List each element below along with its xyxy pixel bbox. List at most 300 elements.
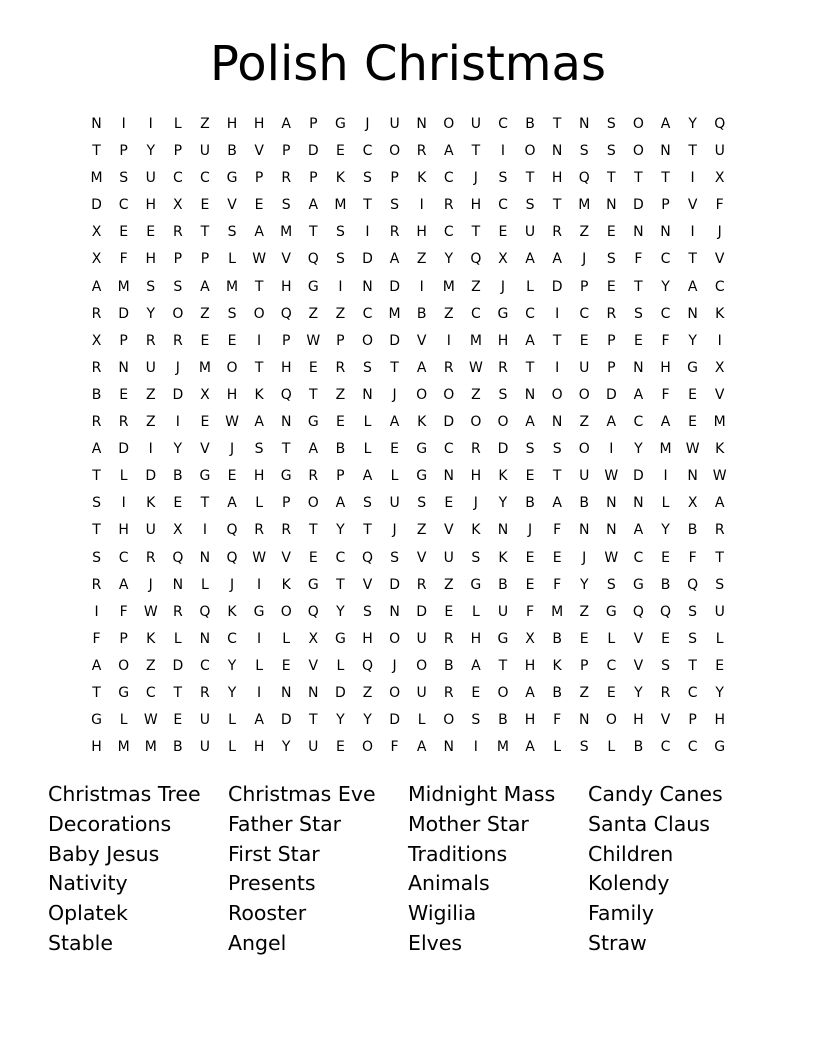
grid-letter: G [497, 305, 509, 322]
grid-letter: V [687, 197, 698, 214]
grid-letter: Z [335, 386, 346, 403]
grid-letter: P [390, 170, 399, 187]
grid-letter: H [91, 739, 102, 756]
grid-letter: H [226, 116, 238, 132]
grid-letter: R [200, 684, 210, 701]
grid-letter: D [551, 278, 563, 295]
grid-letter: D [91, 197, 102, 214]
grid-letter: T [336, 576, 345, 593]
word-list [48, 780, 768, 959]
grid-letter: F [119, 251, 128, 268]
grid-letter: S [390, 549, 400, 566]
grid-letter: E [661, 630, 670, 647]
grid-letter: Z [416, 522, 427, 539]
word-list-item: Traditions [408, 841, 508, 866]
grid-letter: A [416, 739, 427, 756]
grid-letter: Y [336, 712, 345, 729]
grid-letter: F [553, 522, 562, 539]
grid-letter: K [146, 630, 156, 647]
grid-letter: M [144, 739, 157, 756]
grid-letter: T [552, 332, 562, 349]
grid-letter: O [280, 603, 292, 620]
grid-letter: L [173, 630, 182, 647]
grid-letter: I [148, 116, 153, 132]
grid-letter: Y [173, 441, 183, 458]
grid-letter: T [363, 197, 372, 214]
grid-letter: S [92, 549, 101, 566]
grid-letter: G [253, 603, 265, 620]
grid-letter: H [280, 278, 292, 295]
grid-letter: U [443, 549, 454, 566]
grid-letter: S [254, 441, 264, 458]
grid-letter: L [282, 630, 291, 647]
grid-letter: A [254, 712, 264, 729]
grid-letter: N [389, 603, 400, 620]
grid-letter: S [390, 197, 400, 214]
grid-letter: Z [200, 305, 210, 322]
grid-letter: W [252, 549, 267, 566]
grid-letter: U [199, 712, 211, 729]
grid-letter: O [389, 630, 401, 647]
grid-letter: M [442, 278, 455, 295]
grid-letter: Q [226, 549, 238, 566]
grid-letter: Z [443, 305, 454, 322]
grid-letter: I [121, 495, 126, 512]
grid-letter: A [525, 684, 535, 701]
grid-letter: V [416, 549, 427, 566]
grid-letter: C [362, 305, 373, 322]
grid-letter: N [606, 522, 617, 539]
grid-letter: T [309, 712, 318, 729]
grid-letter: T [309, 224, 318, 241]
grid-letter: W [712, 468, 727, 485]
grid-letter: G [226, 170, 238, 187]
grid-letter: H [524, 657, 536, 674]
grid-letter: T [715, 549, 724, 566]
grid-letter: U [579, 468, 590, 485]
grid-letter: Y [444, 251, 454, 268]
grid-letter: K [335, 170, 345, 187]
grid-letter: N [443, 468, 454, 485]
grid-letter: A [91, 657, 102, 674]
grid-letter: I [148, 441, 153, 458]
grid-letter: E [200, 332, 210, 349]
grid-letter: J [365, 116, 370, 132]
grid-letter: I [419, 197, 424, 214]
grid-letter: N [497, 522, 509, 539]
grid-letter: T [552, 116, 562, 132]
grid-letter: P [119, 332, 128, 349]
grid-letter: A [552, 251, 562, 268]
word-list-item: Decorations [48, 811, 172, 836]
grid-letter: D [172, 386, 184, 403]
grid-letter: T [498, 657, 508, 674]
grid-letter: S [525, 441, 535, 458]
grid-letter: I [257, 332, 262, 349]
word-list-item: Straw [588, 930, 647, 955]
grid-letter: Z [362, 684, 373, 701]
grid-letter: V [254, 143, 264, 160]
grid-letter: Y [661, 278, 670, 295]
grid-letter: R [145, 332, 156, 349]
grid-letter: H [145, 251, 156, 268]
grid-letter: N [118, 359, 129, 376]
grid-letter: V [660, 712, 671, 729]
grid-letter: A [389, 414, 400, 431]
grid-letter: E [606, 224, 616, 241]
grid-letter: M [551, 603, 564, 620]
grid-letter: U [524, 224, 536, 241]
grid-letter: A [118, 576, 129, 593]
grid-letter: C [660, 739, 671, 756]
grid-letter: L [119, 468, 128, 485]
grid-letter: U [416, 684, 427, 701]
grid-letter: B [416, 305, 427, 322]
grid-letter: A [660, 414, 671, 431]
grid-letter: E [335, 414, 345, 431]
grid-letter: H [497, 332, 509, 349]
grid-letter: R [389, 224, 400, 241]
grid-letter: Q [361, 657, 373, 674]
grid-letter: F [390, 739, 399, 756]
grid-letter: S [471, 712, 481, 729]
grid-letter: N [578, 522, 590, 539]
grid-letter: W [225, 414, 239, 431]
grid-letter: I [121, 116, 126, 132]
grid-letter: A [362, 468, 373, 485]
grid-letter: O [578, 386, 590, 403]
grid-letter: G [416, 441, 428, 458]
grid-letter: I [202, 522, 207, 539]
grid-letter: U [145, 359, 156, 376]
grid-letter: A [525, 251, 535, 268]
grid-letter: E [579, 332, 589, 349]
grid-letter: T [92, 522, 101, 539]
grid-letter: M [198, 359, 211, 376]
grid-letter: L [417, 712, 426, 729]
grid-letter: K [471, 522, 481, 539]
grid-letter: C [118, 197, 129, 214]
grid-letter: M [334, 197, 347, 214]
grid-letter: D [389, 712, 400, 729]
grid-letter: H [714, 712, 725, 729]
grid-letter: K [281, 576, 291, 593]
grid-letter: Q [280, 305, 292, 322]
grid-letter: G [199, 468, 211, 485]
grid-letter: B [498, 712, 508, 729]
grid-letter: J [717, 224, 722, 241]
grid-letter: Y [498, 495, 508, 512]
grid-letter: S [606, 143, 616, 160]
grid-letter: E [200, 197, 210, 214]
grid-letter: M [90, 170, 103, 187]
grid-letter: T [309, 386, 318, 403]
grid-letter: N [362, 278, 373, 295]
grid-letter: U [145, 170, 156, 187]
grid-letter: Q [226, 522, 238, 539]
grid-letter: B [660, 576, 671, 593]
grid-letter: D [145, 468, 157, 485]
grid-letter: V [362, 576, 373, 593]
grid-letter: E [633, 332, 643, 349]
grid-letter: W [143, 603, 158, 620]
grid-letter: D [280, 712, 292, 729]
grid-letter: U [714, 143, 725, 160]
grid-letter: E [471, 684, 481, 701]
grid-letter: B [91, 386, 102, 403]
grid-letter: R [91, 359, 102, 376]
grid-letter: D [389, 576, 400, 593]
grid-letter: T [173, 684, 183, 701]
grid-letter: S [363, 359, 372, 376]
grid-letter: P [119, 630, 128, 647]
grid-letter: B [525, 116, 535, 132]
grid-letter: E [173, 495, 183, 512]
word-list-item: Nativity [48, 871, 128, 896]
grid-letter: E [715, 657, 725, 674]
grid-letter: R [714, 522, 725, 539]
grid-letter: B [525, 495, 535, 512]
grid-letter: H [660, 359, 671, 376]
grid-letter: N [308, 684, 319, 701]
grid-letter: C [227, 630, 237, 647]
grid-letter: F [119, 603, 128, 620]
grid-letter: A [525, 414, 535, 431]
grid-letter: V [443, 522, 454, 539]
grid-letter: E [688, 386, 698, 403]
grid-letter: O [253, 305, 265, 322]
grid-letter: I [446, 332, 451, 349]
grid-letter: H [470, 468, 482, 485]
grid-letter: Y [227, 684, 237, 701]
grid-letter: M [117, 278, 130, 295]
grid-letter: G [334, 116, 346, 132]
grid-letter: S [417, 495, 427, 512]
grid-letter: O [361, 332, 373, 349]
grid-letter: T [281, 441, 291, 458]
grid-letter: R [172, 332, 183, 349]
grid-letter: P [281, 143, 291, 160]
grid-letter: X [91, 224, 102, 241]
grid-letter: G [605, 603, 617, 620]
grid-letter: A [200, 278, 210, 295]
grid-letter: P [173, 251, 183, 268]
grid-letter: R [145, 549, 156, 566]
grid-letter: A [525, 332, 535, 349]
grid-letter: Y [336, 603, 345, 620]
grid-letter: L [201, 576, 209, 593]
grid-letter: I [94, 603, 99, 620]
grid-letter: W [143, 712, 158, 729]
grid-letter: O [416, 657, 428, 674]
word-list-item: Presents [228, 871, 316, 896]
grid-letter: P [580, 657, 589, 674]
grid-letter: Y [336, 522, 345, 539]
grid-letter: O [389, 143, 401, 160]
grid-letter: A [227, 495, 237, 512]
grid-letter: N [687, 468, 698, 485]
letter-grid [83, 112, 733, 762]
grid-letter: K [227, 603, 237, 620]
grid-letter: H [118, 522, 129, 539]
grid-letter: T [634, 170, 643, 187]
grid-letter: R [118, 414, 129, 431]
grid-letter: L [255, 657, 264, 674]
grid-letter: C [443, 441, 454, 458]
grid-letter: T [688, 657, 697, 674]
grid-letter: U [389, 495, 400, 512]
grid-letter: Z [335, 305, 346, 322]
grid-letter: B [498, 576, 508, 593]
grid-letter: T [525, 170, 535, 187]
grid-letter: A [687, 278, 698, 295]
grid-letter: Z [145, 386, 156, 403]
grid-letter: S [606, 116, 616, 132]
grid-letter: F [92, 630, 101, 647]
grid-letter: Y [146, 143, 156, 160]
grid-letter: B [633, 739, 644, 756]
grid-letter: X [498, 251, 508, 268]
grid-letter: A [416, 359, 427, 376]
grid-letter: N [91, 116, 102, 132]
grid-letter: U [470, 116, 481, 132]
grid-letter: S [363, 495, 372, 512]
word-list-item: Rooster [228, 901, 307, 926]
grid-letter: J [473, 170, 478, 187]
grid-letter: P [309, 170, 318, 187]
grid-letter: G [632, 576, 644, 593]
grid-letter: Q [307, 251, 319, 268]
word-list-item: Mother Star [408, 811, 529, 836]
grid-letter: P [688, 712, 697, 729]
grid-letter: A [254, 224, 264, 241]
grid-letter: A [308, 197, 319, 214]
grid-letter: I [663, 468, 668, 485]
grid-letter: N [199, 549, 211, 566]
grid-letter: T [309, 522, 318, 539]
grid-letter: N [280, 414, 292, 431]
grid-letter: L [363, 414, 372, 431]
grid-letter: P [281, 495, 291, 512]
grid-letter: S [92, 495, 101, 512]
grid-letter: T [390, 359, 399, 376]
grid-letter: X [173, 522, 183, 539]
grid-letter: C [145, 684, 156, 701]
grid-letter: E [579, 630, 589, 647]
grid-letter: Y [634, 441, 643, 458]
grid-letter: D [307, 143, 319, 160]
grid-letter: C [362, 143, 373, 160]
grid-letter: N [199, 630, 211, 647]
word-list-item: Baby Jesus [48, 841, 160, 866]
grid-letter: R [91, 414, 102, 431]
grid-letter: R [281, 170, 292, 187]
grid-letter: L [119, 712, 128, 729]
grid-letter: J [500, 278, 506, 295]
grid-letter: X [714, 359, 725, 376]
grid-letter: D [118, 441, 130, 458]
grid-letter: J [175, 359, 180, 376]
grid-letter: O [172, 305, 184, 322]
grid-letter: A [335, 495, 346, 512]
grid-letter: S [363, 603, 372, 620]
grid-letter: T [254, 278, 264, 295]
grid-letter: A [308, 441, 319, 458]
grid-letter: N [362, 386, 373, 403]
grid-letter: M [469, 332, 482, 349]
grid-letter: R [91, 305, 102, 322]
grid-letter: B [173, 468, 183, 485]
grid-letter: R [443, 684, 454, 701]
grid-letter: F [553, 576, 562, 593]
grid-letter: M [280, 224, 293, 241]
grid-letter: O [497, 414, 509, 431]
grid-letter: B [335, 441, 346, 458]
word-list-item: Oplatek [48, 901, 128, 926]
grid-letter: G [307, 576, 319, 593]
grid-letter: A [552, 495, 562, 512]
grid-letter: L [228, 712, 236, 729]
grid-letter: M [659, 441, 672, 458]
grid-letter: S [579, 143, 589, 160]
grid-letter: Z [200, 116, 210, 132]
grid-letter: P [281, 332, 291, 349]
grid-letter: Q [687, 576, 699, 593]
grid-letter: P [254, 170, 264, 187]
grid-letter: G [714, 739, 726, 756]
grid-letter: E [444, 603, 454, 620]
grid-letter: U [389, 116, 400, 132]
word-list-item: First Star [228, 841, 320, 866]
grid-letter: E [498, 224, 508, 241]
grid-letter: Q [660, 603, 672, 620]
grid-letter: B [687, 522, 698, 539]
grid-letter: C [525, 305, 535, 322]
grid-letter: A [525, 739, 535, 756]
grid-letter: K [254, 386, 264, 403]
grid-letter: O [226, 359, 238, 376]
grid-letter: E [227, 468, 237, 485]
grid-letter: H [253, 116, 265, 132]
grid-letter: N [633, 359, 644, 376]
grid-letter: Q [280, 386, 292, 403]
grid-letter: T [200, 495, 210, 512]
grid-letter: X [91, 251, 102, 268]
grid-letter: X [200, 386, 210, 403]
grid-letter: E [444, 495, 454, 512]
grid-letter: T [607, 170, 616, 187]
grid-letter: M [117, 739, 130, 756]
grid-letter: E [173, 712, 183, 729]
grid-letter: S [688, 630, 698, 647]
grid-letter: D [633, 468, 644, 485]
grid-letter: T [688, 143, 697, 160]
grid-letter: E [119, 224, 129, 241]
grid-letter: I [473, 739, 478, 756]
grid-letter: W [604, 549, 619, 566]
grid-letter: K [498, 468, 508, 485]
grid-letter: Z [471, 278, 481, 295]
grid-letter: Z [579, 684, 590, 701]
grid-letter: L [715, 630, 724, 647]
grid-letter: T [92, 143, 101, 160]
word-list-item: Animals [408, 871, 490, 896]
grid-letter: Q [714, 116, 726, 132]
word-list-item: Elves [408, 930, 463, 955]
grid-letter: N [172, 576, 184, 593]
grid-letter: H [470, 630, 482, 647]
grid-letter: L [363, 441, 372, 458]
